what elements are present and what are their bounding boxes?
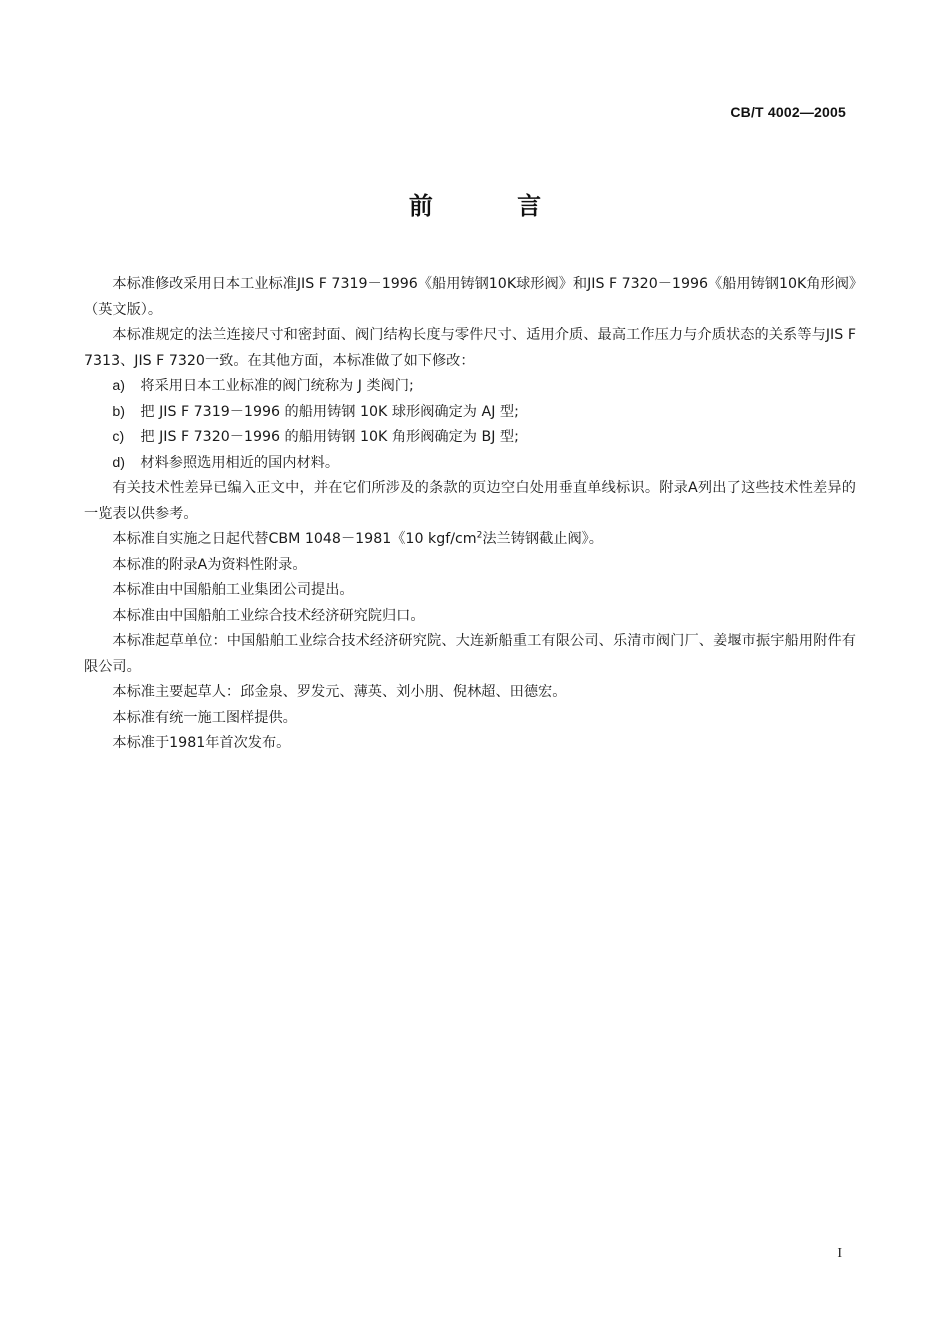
paragraph-appendix: 本标准的附录A为资料性附录。 [112,556,307,573]
list-marker: b) [112,403,126,420]
list-item [84,400,856,426]
paragraph-technical-differences: 有关技术性差异已编入正文中，并在它们所涉及的条款的页边空白处用垂直单线标识。附录A列出了这些技术性差异的一览表以供参考。 [84,480,856,522]
paragraph-adoption: 本标准修改采用日本工业标准JIS F 7319－1996《船用铸钢10K球形阀》和JIS F 7320－1996《船用铸钢10K角形阀》（英文版）。 [84,276,856,318]
paragraph-drawings: 本标准有统一施工图样提供。 [112,709,297,726]
paragraph-managed-by: 本标准由中国船舶工业综合技术经济研究院归口。 [112,607,425,624]
document-code: CB/T 4002—2005 [730,104,846,120]
page-number: I [837,1246,842,1261]
list-item [84,374,856,400]
list-marker: c) [112,429,125,445]
paragraph-first-issue: 本标准于1981年首次发布。 [112,735,291,751]
paragraph-proposed-by: 本标准由中国船舶工业集团公司提出。 [112,582,354,598]
paragraph-drafters: 本标准主要起草人：邱金泉、罗发元、薄英、刘小朋、倪林超、田德宏。 [112,684,567,700]
paragraph-consistency: 本标准规定的法兰连接尺寸和密封面、阀门结构长度与零件尺寸、适用介质、最高工作压力与介质状态的关系等与JIS F 7313、JIS F 7320一致。在其他方面，本标准做了如下修改： [84,327,856,369]
list-marker: d) [112,454,126,471]
page-title: 前 言 [408,192,580,220]
list-item-text: 把 JIS F 7320－1996 的船用铸钢 10K 角形阀确定为 BJ 型; [140,429,519,445]
list-item-text: 把 JIS F 7319－1996 的船用铸钢 10K 球形阀确定为 AJ 型; [140,403,519,420]
replaces-text-after: 法兰铸钢截止阀》。 [482,531,603,547]
superscript-two: 2 [476,530,483,541]
replaces-text-before: 本标准自实施之日起代替CBM 1048－1981《10 kgf/cm [112,531,477,547]
document-body [84,272,856,757]
list-item-text: 材料参照选用相近的国内材料。 [140,454,340,471]
list-marker: a) [112,378,126,394]
list-item-text: 将采用日本工业标准的阀门统称为 J 类阀门; [140,378,414,394]
list-item [84,451,856,477]
paragraph-drafting-units: 本标准起草单位：中国船舶工业综合技术经济研究院、大连新船重工有限公司、乐清市阀门厂、姜堰市振宇船用附件有限公司。 [84,633,856,675]
paragraph-replaces [84,527,856,553]
list-item [84,425,856,451]
